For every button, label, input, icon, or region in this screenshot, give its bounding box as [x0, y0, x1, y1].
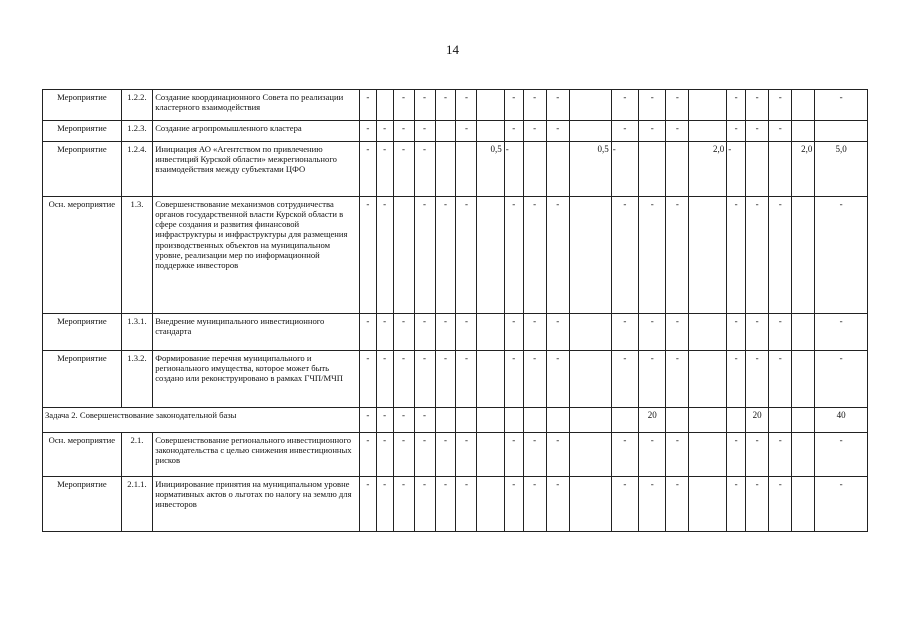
value-cell: [477, 90, 504, 121]
value-cell: [569, 197, 611, 314]
value-cell: -: [376, 142, 393, 197]
value-cell: -: [769, 314, 792, 351]
value-cell: [569, 433, 611, 477]
value-cell: [435, 408, 456, 433]
value-cell: -: [435, 477, 456, 532]
value-cell: -: [393, 351, 414, 408]
row-code: 1.3.2.: [121, 351, 152, 408]
row-code: 1.2.2.: [121, 90, 152, 121]
value-cell: [792, 477, 815, 532]
value-cell: -: [359, 351, 376, 408]
value-cell: [546, 142, 569, 197]
value-cell: -: [546, 314, 569, 351]
row-name: Инициирование принятия на муниципальном уровне нормативных актов о льготах по налогу на землю для инвесторов: [153, 477, 360, 532]
value-cell: -: [611, 477, 638, 532]
value-cell: -: [523, 90, 546, 121]
value-cell: -: [435, 90, 456, 121]
value-cell: [523, 408, 546, 433]
value-cell: [477, 197, 504, 314]
value-cell: -: [546, 90, 569, 121]
value-cell: -: [666, 314, 689, 351]
value-cell: -: [815, 477, 868, 532]
value-cell: -: [815, 433, 868, 477]
value-cell: -: [746, 433, 769, 477]
value-cell: [477, 121, 504, 142]
value-cell: -: [435, 314, 456, 351]
value-cell: -: [393, 477, 414, 532]
value-cell: -: [727, 477, 746, 532]
value-cell: [569, 477, 611, 532]
value-cell: -: [611, 197, 638, 314]
value-cell: [523, 142, 546, 197]
value-cell: [477, 314, 504, 351]
value-cell: -: [393, 90, 414, 121]
value-cell: -: [611, 90, 638, 121]
value-cell: -: [815, 351, 868, 408]
value-cell: -: [639, 351, 666, 408]
value-cell: -: [666, 121, 689, 142]
value-cell: [456, 408, 477, 433]
value-cell: -: [523, 477, 546, 532]
value-cell: [504, 408, 523, 433]
value-cell: [456, 142, 477, 197]
row-code: 1.3.: [121, 197, 152, 314]
value-cell: 5,0: [815, 142, 868, 197]
value-cell: [792, 197, 815, 314]
value-cell: [666, 408, 689, 433]
value-cell: -: [746, 477, 769, 532]
value-cell: -: [727, 90, 746, 121]
value-cell: -: [746, 314, 769, 351]
value-cell: [689, 314, 727, 351]
value-cell: -: [639, 197, 666, 314]
table-row: [43, 90, 868, 121]
value-cell: -: [546, 477, 569, 532]
value-cell: -: [393, 433, 414, 477]
value-cell: -: [769, 433, 792, 477]
value-cell: -: [435, 433, 456, 477]
value-cell: -: [359, 314, 376, 351]
value-cell: -: [376, 197, 393, 314]
value-cell: -: [504, 433, 523, 477]
row-code: 2.1.1.: [121, 477, 152, 532]
value-cell: [792, 90, 815, 121]
value-cell: [611, 408, 638, 433]
row-name: Создание агропромышленного кластера: [153, 121, 360, 142]
value-cell: -: [639, 90, 666, 121]
value-cell: -: [376, 477, 393, 532]
value-cell: -: [546, 351, 569, 408]
value-cell: -: [504, 314, 523, 351]
value-cell: 20: [639, 408, 666, 433]
task-row: [43, 408, 868, 433]
row-type: Мероприятие: [43, 477, 122, 532]
row-name: Инициация АО «Агентством по привлечению инвестиций Курской области» межрегионального взаимодействия между субъектами ЦФО: [153, 142, 360, 197]
value-cell: -: [359, 477, 376, 532]
value-cell: -: [727, 121, 746, 142]
value-cell: -: [523, 121, 546, 142]
value-cell: [815, 121, 868, 142]
table-row: [43, 314, 868, 351]
value-cell: -: [504, 197, 523, 314]
value-cell: 40: [815, 408, 868, 433]
value-cell: -: [376, 351, 393, 408]
table-row: [43, 433, 868, 477]
value-cell: [477, 433, 504, 477]
value-cell: [689, 351, 727, 408]
value-cell: [569, 314, 611, 351]
value-cell: [569, 121, 611, 142]
value-cell: [792, 433, 815, 477]
value-cell: -: [639, 121, 666, 142]
value-cell: -: [639, 314, 666, 351]
row-name: Создание координационного Совета по реализации кластерного взаимодействия: [153, 90, 360, 121]
value-cell: -: [456, 314, 477, 351]
value-cell: -: [393, 408, 414, 433]
value-cell: -: [611, 121, 638, 142]
table-row: [43, 197, 868, 314]
value-cell: 0,5: [477, 142, 504, 197]
value-cell: [746, 142, 769, 197]
value-cell: [393, 197, 414, 314]
value-cell: -: [639, 477, 666, 532]
value-cell: [477, 477, 504, 532]
value-cell: -: [456, 197, 477, 314]
value-cell: -: [414, 477, 435, 532]
value-cell: -: [523, 197, 546, 314]
value-cell: [727, 408, 746, 433]
value-cell: -: [456, 433, 477, 477]
value-cell: -: [815, 90, 868, 121]
value-cell: [569, 408, 611, 433]
value-cell: -: [769, 121, 792, 142]
value-cell: -: [359, 408, 376, 433]
row-type: Мероприятие: [43, 142, 122, 197]
value-cell: -: [769, 351, 792, 408]
value-cell: -: [666, 433, 689, 477]
value-cell: -: [504, 121, 523, 142]
value-cell: -: [393, 142, 414, 197]
value-cell: -: [376, 408, 393, 433]
value-cell: -: [727, 142, 746, 197]
page-number: 14: [446, 42, 459, 57]
row-name: Совершенствование регионального инвестиционного законодательства с целью снижения инвестиционных рисков: [153, 433, 360, 477]
value-cell: -: [456, 90, 477, 121]
table-row: [43, 351, 868, 408]
value-cell: -: [376, 121, 393, 142]
value-cell: [569, 351, 611, 408]
value-cell: -: [414, 433, 435, 477]
value-cell: -: [376, 433, 393, 477]
value-cell: 0,5: [569, 142, 611, 197]
value-cell: -: [523, 314, 546, 351]
row-name: Внедрение муниципального инвестиционного стандарта: [153, 314, 360, 351]
row-type: Мероприятие: [43, 90, 122, 121]
value-cell: [689, 197, 727, 314]
value-cell: [435, 142, 456, 197]
value-cell: -: [666, 197, 689, 314]
value-cell: -: [611, 314, 638, 351]
value-cell: -: [523, 433, 546, 477]
value-cell: -: [414, 197, 435, 314]
value-cell: -: [414, 90, 435, 121]
value-cell: [477, 408, 504, 433]
value-cell: -: [456, 351, 477, 408]
row-type: Мероприятие: [43, 121, 122, 142]
value-cell: [769, 408, 792, 433]
value-cell: [689, 408, 727, 433]
value-cell: -: [746, 351, 769, 408]
value-cell: -: [666, 477, 689, 532]
value-cell: -: [727, 433, 746, 477]
value-cell: [689, 433, 727, 477]
value-cell: -: [666, 351, 689, 408]
value-cell: -: [666, 90, 689, 121]
value-cell: -: [815, 197, 868, 314]
value-cell: -: [414, 142, 435, 197]
value-cell: [666, 142, 689, 197]
value-cell: [689, 477, 727, 532]
row-code: 2.1.: [121, 433, 152, 477]
value-cell: -: [359, 90, 376, 121]
value-cell: -: [376, 314, 393, 351]
value-cell: [435, 121, 456, 142]
value-cell: -: [393, 314, 414, 351]
value-cell: [569, 90, 611, 121]
value-cell: -: [414, 408, 435, 433]
value-cell: [689, 121, 727, 142]
value-cell: -: [727, 197, 746, 314]
value-cell: -: [727, 314, 746, 351]
value-cell: -: [746, 90, 769, 121]
value-cell: [792, 408, 815, 433]
value-cell: -: [359, 433, 376, 477]
value-cell: -: [359, 142, 376, 197]
value-cell: -: [769, 197, 792, 314]
value-cell: -: [546, 433, 569, 477]
value-cell: -: [546, 197, 569, 314]
value-cell: [769, 142, 792, 197]
table-row: [43, 142, 868, 197]
value-cell: [477, 351, 504, 408]
value-cell: -: [414, 351, 435, 408]
value-cell: -: [611, 433, 638, 477]
value-cell: -: [456, 121, 477, 142]
value-cell: [546, 408, 569, 433]
row-name: Формирование перечня муниципального и регионального имущества, которое может быть создано или реконструировано в рамках ГЧП/МЧП: [153, 351, 360, 408]
value-cell: -: [456, 477, 477, 532]
value-cell: -: [546, 121, 569, 142]
value-cell: -: [504, 477, 523, 532]
row-code: 1.2.3.: [121, 121, 152, 142]
value-cell: -: [414, 314, 435, 351]
row-type: Осн. мероприятие: [43, 433, 122, 477]
value-cell: 20: [746, 408, 769, 433]
value-cell: [639, 142, 666, 197]
value-cell: [689, 90, 727, 121]
value-cell: -: [504, 351, 523, 408]
row-code: 1.2.4.: [121, 142, 152, 197]
table-row: [43, 121, 868, 142]
value-cell: -: [523, 351, 546, 408]
value-cell: -: [504, 90, 523, 121]
value-cell: 2,0: [792, 142, 815, 197]
value-cell: -: [435, 197, 456, 314]
row-type: Мероприятие: [43, 351, 122, 408]
value-cell: -: [727, 351, 746, 408]
task-label: Задача 2. Совершенствование законодательной базы: [43, 408, 360, 433]
value-cell: -: [815, 314, 868, 351]
value-cell: [792, 351, 815, 408]
program-table: [42, 89, 868, 532]
value-cell: [792, 314, 815, 351]
row-name: Совершенствование механизмов сотрудничества органов государственной власти Курской области в сфере создания и развития финансовой инфраструктуры и инфраструктуры для размещения производственных объектов на муниципальном уровне, реализации мер по информационной поддержке инвесторов: [153, 197, 360, 314]
value-cell: -: [769, 90, 792, 121]
row-type: Осн. мероприятие: [43, 197, 122, 314]
value-cell: -: [435, 351, 456, 408]
value-cell: -: [769, 477, 792, 532]
value-cell: -: [611, 142, 638, 197]
row-code: 1.3.1.: [121, 314, 152, 351]
table-row: [43, 477, 868, 532]
value-cell: [792, 121, 815, 142]
value-cell: -: [746, 197, 769, 314]
value-cell: 2,0: [689, 142, 727, 197]
value-cell: -: [639, 433, 666, 477]
value-cell: -: [746, 121, 769, 142]
value-cell: -: [611, 351, 638, 408]
value-cell: -: [359, 121, 376, 142]
value-cell: -: [504, 142, 523, 197]
row-type: Мероприятие: [43, 314, 122, 351]
value-cell: -: [414, 121, 435, 142]
value-cell: -: [359, 197, 376, 314]
value-cell: [376, 90, 393, 121]
value-cell: -: [393, 121, 414, 142]
